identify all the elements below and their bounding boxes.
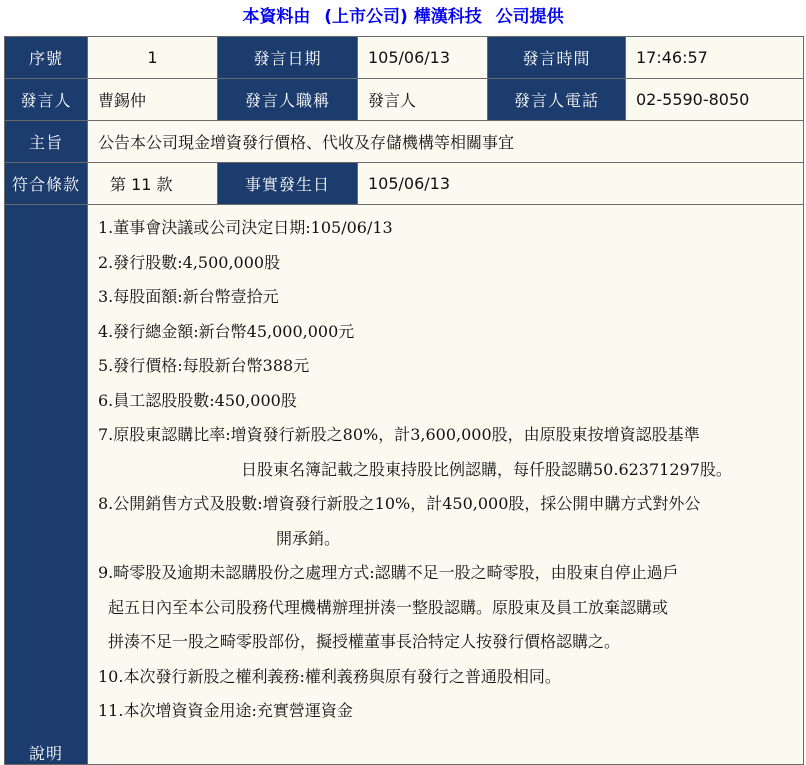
date-label: 發言日期 [218,37,358,79]
clause-label: 符合條款 [5,163,88,205]
description-line: 4.發行總金額:新台幣45,000,000元 [98,321,355,341]
clause-value: 第 11 款 [88,163,218,205]
table-row [5,79,804,121]
speaker-title-value: 發言人 [358,79,488,121]
table-row [5,205,804,765]
announcement-table [4,36,804,765]
subject-value: 公告本公司現金增資發行價格、代收及存儲機構等相關事宜 [88,121,804,163]
header-provided: 公司提供 [495,7,564,27]
subject-label: 主旨 [5,121,88,163]
description-line: 7.原股東認購比率:增資發行新股之80%，計3,600,000股，由原股東按增資認股基準 [98,425,700,444]
description-line: 3.每股面額:新台幣壹拾元 [98,287,279,306]
description-body [88,205,804,765]
speaker-value: 曹錫仲 [88,79,218,121]
time-value: 17:46:57 [626,37,804,79]
description-line: 拼湊不足一股之畸零股部份，擬授權董事長洽特定人按發行價格認購之。 [108,632,621,651]
description-line: 9.畸零股及逾期未認購股份之處理方式:認購不足一股之畸零股，由股東自停止過戶 [98,563,679,582]
speaker-label: 發言人 [5,79,88,121]
event-date-value: 105/06/13 [358,163,804,205]
description-label: 說明 [5,205,88,765]
description-line: 6.員工認股股數:450,000股 [98,390,297,410]
header-provided-by: 本資料由 [242,7,311,27]
description-line: 5.發行價格:每股新台幣388元 [98,356,310,375]
description-line: 1.董事會決議或公司決定日期:105/06/13 [98,218,393,237]
description-line: 10.本次發行新股之權利義務:權利義務與原有發行之普通股相同。 [98,666,561,686]
date-value: 105/06/13 [358,37,488,79]
page-header [0,0,806,34]
time-label: 發言時間 [488,37,626,79]
description-line: 11.本次增資資金用途:充實營運資金 [98,701,353,720]
seq-label: 序號 [5,37,88,79]
speaker-title-label: 發言人職稱 [218,79,358,121]
header-company: (上市公司) 樺漢科技 [324,7,482,27]
seq-value: 1 [88,37,218,79]
description-line: 8.公開銷售方式及股數:增資發行新股之10%，計450,000股，採公開申購方式對外公 [98,494,701,513]
phone-value: 02-5590-8050 [626,79,804,121]
phone-label: 發言人電話 [488,79,626,121]
table-row [5,163,804,205]
table-row [5,37,804,79]
description-line: 日股東名簿記載之股東持股比例認購，每仟股認購50.62371297股。 [241,459,732,479]
event-date-label: 事實發生日 [218,163,358,205]
description-line: 起五日內至本公司股務代理機構辦理拼湊一整股認購。原股東及員工放棄認購或 [108,597,669,617]
description-line: 開承銷。 [276,528,341,548]
description-line: 2.發行股數:4,500,000股 [98,252,281,272]
table-row [5,121,804,163]
